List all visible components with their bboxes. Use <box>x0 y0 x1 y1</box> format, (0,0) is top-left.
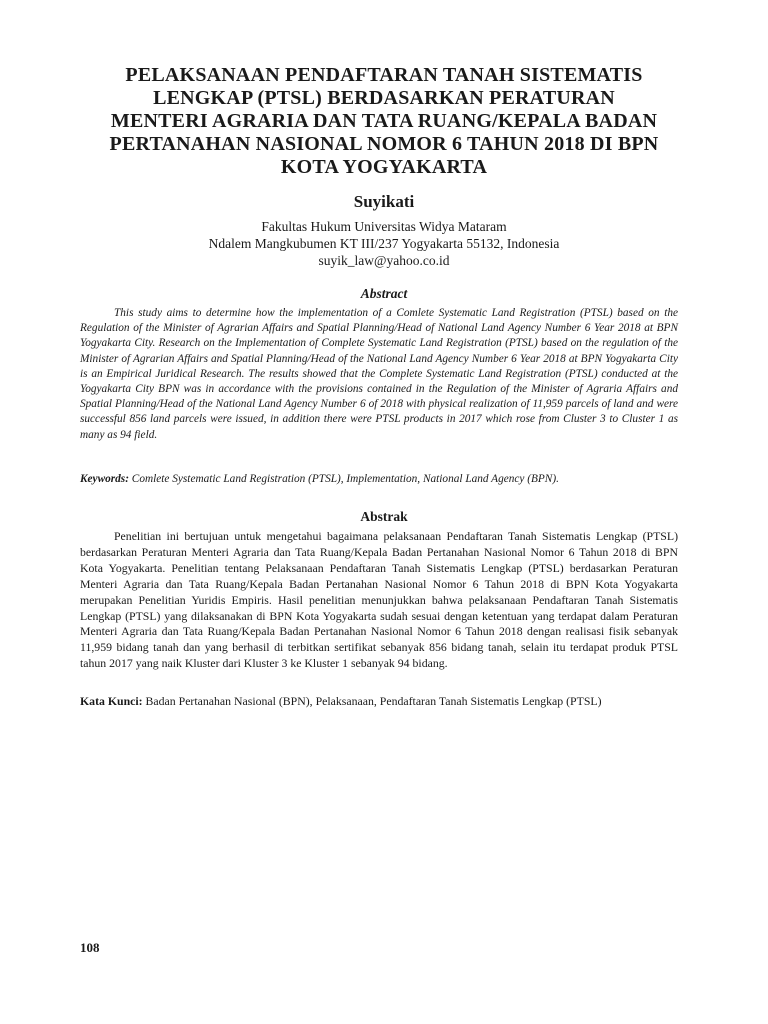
title-line: PELAKSANAAN PENDAFTARAN TANAH SISTEMATIS <box>125 64 643 86</box>
abstrak-heading: Abstrak <box>360 509 408 524</box>
title-line: KOTA YOGYAKARTA <box>280 156 488 178</box>
keywords-label: Keywords: <box>80 473 129 485</box>
kata-kunci-label: Kata Kunci: <box>80 694 143 708</box>
paper-title <box>70 64 698 179</box>
keywords-text: Comlete Systematic Land Registration (PTSL), Implementation, National Land Agency (BPN). <box>131 473 559 485</box>
title-line: MENTERI AGRARIA DAN TATA RUANG/KEPALA BADAN <box>110 110 658 132</box>
author-affiliation <box>0 218 768 269</box>
abstract-keywords <box>80 472 678 487</box>
page-number: 108 <box>80 940 100 955</box>
author-name: Suyikati <box>353 192 415 211</box>
affiliation-address: Ndalem Mangkubumen KT III/237 Yogyakarta 55132, Indonesia <box>208 236 560 251</box>
abstrak-text: Penelitian ini bertujuan untuk mengetahui bagaimana pelaksanaan Pendaftaran Tanah Sistematis Lengkap (PTSL) berdasarkan Peraturan Menteri Agraria dan Tata Ruang/Kepala Badan Pertanahan Nasional Nomor 6 Tahun 2018 di BPN Kota Yogyakarta. Penelitian tentang Pelaksanaan Pendaftaran Tanah Sistematis Lengkap (PTSL) berdasarkan Peraturan Menteri Agraria dan Tata Ruang/Kepala Badan Pertanahan Nasional Nomor 6 Tahun 2018 di BPN Kota Yogyakarta merupakan Penelitian Yuridis Empiris. Hasil penelitian menunjukkan bahwa pelaksanaan Pendaftaran Tanah Sistematis Lengkap (PTSL) yang dilaksanakan di BPN Kota Yogyakarta sudah sesuai dengan ketentuan yang terdapat dalam Peraturan Menteri Agraria dan Tata Ruang/Kepala Badan Pertanahan Nasional Nomor 6 Tahun 2018 dengan realisasi fisik sebanyak 11,959 bidang tanah dan yang berhasil di terbitkan sertifikat sebanyak 856 bidang tanah, selain itu terdapat produk PTSL tahun 2017 yang naik Kluster dari Kluster 3 ke Kluster 1 sebanyak 94 bidang. <box>80 529 678 671</box>
abstrak-keywords <box>80 694 700 709</box>
abstract-text: This study aims to determine how the implementation of a Comlete Systematic Land Registration (PTSL) based on the Regulation of the Minister of Agrarian Affairs and Spatial Planning/Head of National Land Agency Number 6 Year 2018 at BPN Yogyakarta City. Research on the Implementation of Complete Systematic Land Registration (PTSL) based on the regulation of the Minister of Agrarian Affairs and Spatial Planning/Head of the National Land Agency Number 6 Year 2018 at BPN Yogyakarta City is an Empirical Juridical Research. The results showed that the Complete Systematic Land Registration (PTSL) conducted at the Yogyakarta City BPN was in accordance with the provisions contained in the Regulation of the Minister of Agraria Affairs and Spatial Planning/Head of the National Land Agency Number 6 of 2018 with physical realization of 11,959 parcels of land and were successful 856 land parcels were issued, in addition there were PTSL products in 2017 which rose from Cluster 3 to Cluster 1 as many as 94 field. <box>80 307 678 441</box>
author-email: suyik_law@yahoo.co.id <box>318 253 450 268</box>
abstract-heading: Abstract <box>360 286 408 301</box>
kata-kunci-text: Badan Pertanahan Nasional (BPN), Pelaksanaan, Pendaftaran Tanah Sistematis Lengkap (PTSL) <box>145 694 602 708</box>
affiliation-institution: Fakultas Hukum Universitas Widya Mataram <box>261 219 507 234</box>
title-line: LENGKAP (PTSL) BERDASARKAN PERATURAN <box>153 87 615 109</box>
title-line: PERTANAHAN NASIONAL NOMOR 6 TAHUN 2018 DI BPN <box>109 133 659 155</box>
